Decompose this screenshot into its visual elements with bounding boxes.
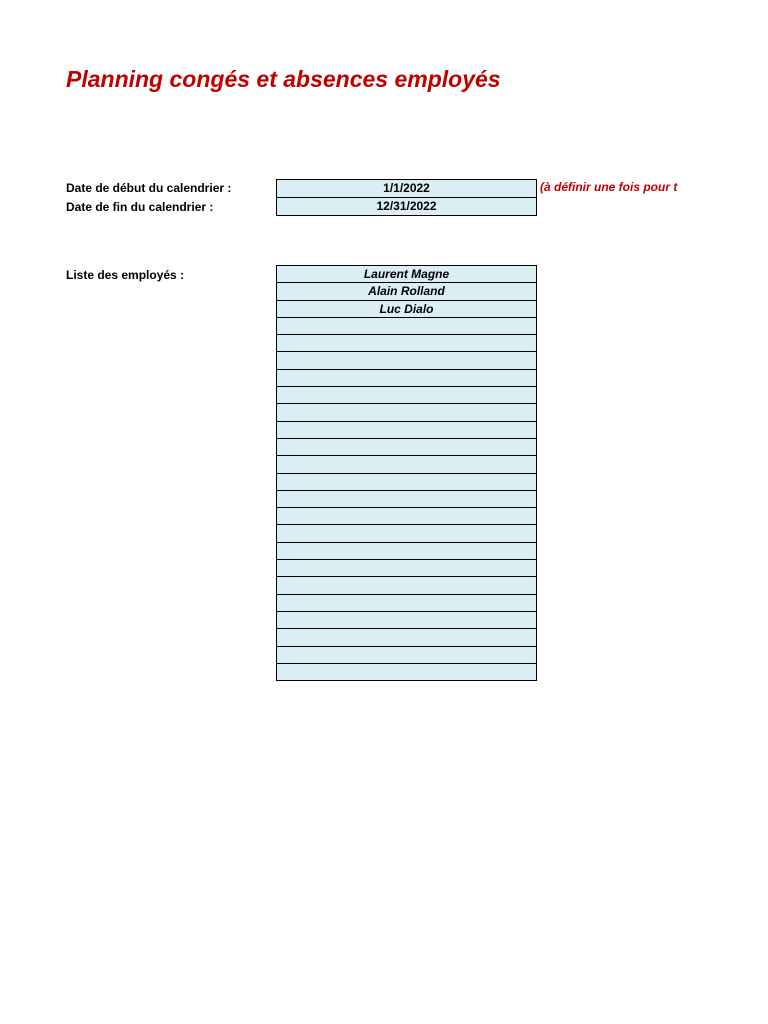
end-date-cell[interactable]: 12/31/2022	[276, 197, 537, 216]
page-title: Planning congés et absences employés	[66, 66, 501, 92]
start-date-label: Date de début du calendrier :	[66, 181, 232, 195]
employee-cell[interactable]	[277, 318, 536, 335]
employee-cell[interactable]	[277, 647, 536, 664]
employee-cell[interactable]	[277, 439, 536, 456]
employee-cell[interactable]	[277, 387, 536, 404]
instruction-note: (à définir une fois pour t	[540, 180, 678, 194]
employee-cell[interactable]	[277, 525, 536, 542]
employee-list-label: Liste des employés :	[66, 268, 185, 282]
end-date-label: Date de fin du calendrier :	[66, 200, 214, 214]
employee-cell[interactable]	[277, 491, 536, 508]
employee-cell[interactable]	[277, 370, 536, 387]
employee-cell[interactable]	[277, 352, 536, 369]
employee-cell[interactable]	[277, 664, 536, 681]
employee-cell[interactable]	[277, 456, 536, 473]
employee-table	[276, 265, 537, 681]
start-date-cell[interactable]: 1/1/2022	[276, 179, 537, 198]
employee-cell[interactable]	[277, 543, 536, 560]
employee-cell[interactable]	[277, 474, 536, 491]
employee-cell[interactable]	[277, 422, 536, 439]
employee-cell[interactable]	[277, 560, 536, 577]
employee-cell[interactable]	[277, 629, 536, 646]
employee-cell[interactable]	[277, 508, 536, 525]
employee-cell[interactable]	[277, 612, 536, 629]
employee-cell[interactable]: Luc Dialo	[277, 301, 536, 318]
employee-cell[interactable]: Alain Rolland	[277, 283, 536, 300]
employee-cell[interactable]	[277, 577, 536, 594]
employee-cell[interactable]	[277, 335, 536, 352]
employee-cell[interactable]: Laurent Magne	[277, 266, 536, 283]
employee-cell[interactable]	[277, 595, 536, 612]
employee-cell[interactable]	[277, 404, 536, 421]
